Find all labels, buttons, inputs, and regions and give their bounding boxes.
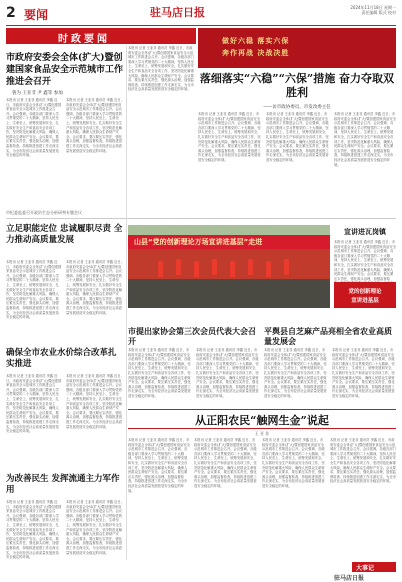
photo-performer — [248, 259, 253, 275]
article-5-headline[interactable]: 市提出家协会第三次会员代表大会召开 — [128, 326, 256, 346]
article-8-body-col-3: 本报讯 记者 王亚非 通讯员 李鑫 近日，市政府安委会全体(扩大)暨创建国家食品安全示范城市工作推进会召开。会议强调，各级各部门要深入学习贯彻党的二十大精神，坚持人民至上、生命至上，统筹发展和安全，扎实做好安全生产和食品安全各项工作，坚决防范化解重大风险，确保人民群众生命财产安全。会议要求，要压紧压实责任，强化源头治理，加强监督检查，持续推进创建工作走深走实，为全市经济社会高质量发展营造安全稳定的环境。 — [262, 438, 325, 488]
header-rule — [6, 25, 396, 26]
article-2-body-col-1: 本报讯 记者 王亚非 通讯员 李鑫 近日，市政府安委会全体(扩大)暨创建国家食品安全示范城市工作推进会召开。会议强调，各级各部门要深入学习贯彻党的二十大精神，坚持人民至上、生命至上，统筹发展和安全，扎实做好安全生产和食品安全各项工作，坚决防范化解重大风险，确保人民群众生命财产安全。会议要求，要压紧压实责任，强化源头治理，加强监督检查，持续推进创建工作走深走实，为全市经济社会高质量发展营造安全稳定的环境。 — [198, 112, 261, 162]
header-editors: 责任编辑 版式 校对 — [361, 10, 396, 15]
footer-badge-text: 大事记 — [356, 565, 375, 572]
article-1-body-col-3: 本报讯 记者 王亚非 通讯员 李鑫 近日，市政府安委会全体(扩大)暨创建国家食品安全示范城市工作推进会召开。会议强调，各级各部门要深入学习贯彻党的二十大精神，坚持人民至上、生命至上，统筹发展和安全，扎实做好安全生产和食品安全各项工作，坚决防范化解重大风险，确保人民群众生命财产安全。会议要求，要压紧压实责任，强化源头治理，加强监督检查，持续推进创建工作走深走实，为全市经济社会高质量发展营造安全稳定的环境。 — [128, 46, 194, 92]
article-1-body-col-1: 本报讯 记者 王亚非 通讯员 李鑫 近日，市政府安委会全体(扩大)暨创建国家食品安全示范城市工作推进会召开。会议强调，各级各部门要深入学习贯彻党的二十大精神，坚持人民至上、生命至上，统筹发展和安全，扎实做好安全生产和食品安全各项工作，坚决防范化解重大风险，确保人民群众生命财产安全。会议要求，要压紧压实责任，强化源头治理，加强监督检查，持续推进创建工作走深走实，为全市经济社会高质量发展营造安全稳定的环境。 — [6, 98, 62, 158]
masthead: 驻马店日报 — [150, 6, 205, 19]
article-3-kicker: 市纪委监委召开政治生态分析研判专题会议 — [6, 210, 82, 215]
article-8-body-col-1: 本报讯 记者 王亚非 通讯员 李鑫 近日，市政府安委会全体(扩大)暨创建国家食品安全示范城市工作推进会召开。会议强调，各级各部门要深入学习贯彻党的二十大精神，坚持人民至上、生命至上，统筹发展和安全，扎实做好安全生产和食品安全各项工作，坚决防范化解重大风险，确保人民群众生命财产安全。会议要求，要压紧压实责任，强化源头治理，加强监督检查，持续推进创建工作走深走实，为全市经济社会高质量发展营造安全稳定的环境。 — [128, 438, 190, 493]
article-2-body-col-2: 本报讯 记者 王亚非 通讯员 李鑫 近日，市政府安委会全体(扩大)暨创建国家食品安全示范城市工作推进会召开。会议强调，各级各部门要深入学习贯彻党的二十大精神，坚持人民至上、生命至上，统筹发展和安全，扎实做好安全生产和食品安全各项工作，坚决防范化解重大风险，确保人民群众生命财产安全。会议要求，要压紧压实责任，强化源头治理，加强监督检查，持续推进创建工作走深走实，为全市经济社会高质量发展营造安全稳定的环境。 — [266, 112, 329, 162]
article-3-headline[interactable]: 立足职能定位 忠诚履职尽责 全力推动高质量发展 — [6, 224, 123, 245]
promo-line-2: 奔作再战 决战决胜 — [222, 49, 290, 57]
header-meta — [350, 5, 396, 15]
sidebar-title[interactable]: 宣讲进瓦岗镇 — [344, 228, 386, 236]
article-4-body-col-1: 本报讯 记者 王亚非 通讯员 李鑫 近日，市政府安委会全体(扩大)暨创建国家食品安全示范城市工作推进会召开。会议强调，各级各部门要深入学习贯彻党的二十大精神，坚持人民至上、生命至上，统筹发展和安全，扎实做好安全生产和食品安全各项工作，坚决防范化解重大风险，确保人民群众生命财产安全。会议要求，要压紧压实责任，强化源头治理，加强监督检查，持续推进创建工作走深走实，为全市经济社会高质量发展营造安全稳定的环境。 — [6, 374, 62, 434]
photo-banner-text: 山县“党的创新理论万场宣讲进基层”走进 — [134, 238, 263, 246]
article-8-body-col-2: 本报讯 记者 王亚非 通讯员 李鑫 近日，市政府安委会全体(扩大)暨创建国家食品安全示范城市工作推进会召开。会议强调，各级各部门要深入学习贯彻党的二十大精神，坚持人民至上、生命至上，统筹发展和安全，扎实做好安全生产和食品安全各项工作，坚决防范化解重大风险，确保人民群众生命财产安全。会议要求，要压紧压实责任，强化源头治理，加强监督检查，持续推进创建工作走深走实，为全市经济社会高质量发展营造安全稳定的环境。 — [194, 438, 257, 488]
news-photo — [128, 225, 330, 308]
article-1-headline[interactable]: 市政府安委会全体(扩大)暨创建国家食品安全示范城市工作推进会召开 — [6, 53, 124, 87]
article-2-headline[interactable]: 落细落实“六稳”“六保”措施 奋力夺取双胜利 — [199, 72, 395, 99]
section-name: 要闻 — [24, 8, 49, 22]
footer-badge — [352, 562, 396, 572]
page-footer — [0, 562, 402, 582]
sidebar-box-line-2: 宣讲进基层 — [351, 298, 379, 304]
footer-brand: 驻马店日报 — [334, 575, 365, 582]
article-2-body-col-3: 本报讯 记者 王亚非 通讯员 李鑫 近日，市政府安委会全体(扩大)暨创建国家食品安全示范城市工作推进会召开。会议强调，各级各部门要深入学习贯彻党的二十大精神，坚持人民至上、生命至上，统筹发展和安全，扎实做好安全生产和食品安全各项工作，坚决防范化解重大风险，确保人民群众生命财产安全。会议要求，要压紧压实责任，强化源头治理，加强监督检查，持续推进创建工作走深走实，为全市经济社会高质量发展营造安全稳定的环境。 — [334, 112, 396, 167]
article-6-headline[interactable]: 平舆县自芝麻产品亮相全省农业高质量发展会 — [264, 326, 392, 346]
sidebar-box-line-1: 党的创新理论 — [348, 289, 382, 295]
article-4-headline[interactable]: 确保全市农业水价综合改革扎实推进 — [6, 348, 117, 369]
banner-label: 时政要闻 — [58, 34, 110, 45]
article-3-body-col-2: 本报讯 记者 王亚非 通讯员 李鑫 近日，市政府安委会全体(扩大)暨创建国家食品安全示范城市工作推进会召开。会议强调，各级各部门要深入学习贯彻党的二十大精神，坚持人民至上、生命至上，统筹发展和安全，扎实做好安全生产和食品安全各项工作，坚决防范化解重大风险，确保人民群众生命财产安全。会议要求，要压紧压实责任，强化源头治理，加强监督检查，持续推进创建工作走深走实，为全市经济社会高质量发展营造安全稳定的环境。 — [66, 260, 124, 315]
article-1-subhead: 鲁为 王亚非 尹 鑫等 参加 — [12, 91, 63, 96]
divider — [6, 218, 396, 219]
page-number: 2 — [6, 5, 16, 21]
article-1-body-col-2: 本报讯 记者 王亚非 通讯员 李鑫 近日，市政府安委会全体(扩大)暨创建国家食品安全示范城市工作推进会召开。会议强调，各级各部门要深入学习贯彻党的二十大精神，坚持人民至上、生命至上，统筹发展和安全，扎实做好安全生产和食品安全各项工作，坚决防范化解重大风险，确保人民群众生命财产安全。会议要求，要压紧压实责任，强化源头治理，加强监督检查，持续推进创建工作走深走实，为全市经济社会高质量发展营造安全稳定的环境。 — [66, 98, 124, 153]
section-banner — [6, 28, 196, 44]
photo-performer — [284, 259, 289, 275]
article-7-body-col-1: 本报讯 记者 王亚非 通讯员 李鑫 近日，市政府安委会全体(扩大)暨创建国家食品安全示范城市工作推进会召开。会议强调，各级各部门要深入学习贯彻党的二十大精神，坚持人民至上、生命至上，统筹发展和安全，扎实做好安全生产和食品安全各项工作，坚决防范化解重大风险，确保人民群众生命财产安全。会议要求，要压紧压实责任，强化源头治理，加强监督检查，持续推进创建工作走深走实，为全市经济社会高质量发展营造安全稳定的环境。 — [6, 500, 62, 560]
article-6-body-col-1: 本报讯 记者 王亚非 通讯员 李鑫 近日，市政府安委会全体(扩大)暨创建国家食品安全示范城市工作推进会召开。会议强调，各级各部门要深入学习贯彻党的二十大精神，坚持人民至上、生命至上，统筹发展和安全，扎实做好安全生产和食品安全各项工作，坚决防范化解重大风险，确保人民群众生命财产安全。会议要求，要压紧压实责任，强化源头治理，加强监督检查，持续推进创建工作走深走实，为全市经济社会高质量发展营造安全稳定的环境。 — [264, 348, 327, 398]
sidebar-box — [334, 282, 396, 308]
article-5-body-col-1: 本报讯 记者 王亚非 通讯员 李鑫 近日，市政府安委会全体(扩大)暨创建国家食品安全示范城市工作推进会召开。会议强调，各级各部门要深入学习贯彻党的二十大精神，坚持人民至上、生命至上，统筹发展和安全，扎实做好安全生产和食品安全各项工作，坚决防范化解重大风险，确保人民群众生命财产安全。会议要求，要压紧压实责任，强化源头治理，加强监督检查，持续推进创建工作走深走实，为全市经济社会高质量发展营造安全稳定的环境。 — [128, 348, 191, 398]
article-8-headline[interactable]: 从正阳农民“触网生金”说起 — [195, 414, 329, 427]
article-8-body-col-4: 本报讯 记者 王亚非 通讯员 李鑫 近日，市政府安委会全体(扩大)暨创建国家食品安全示范城市工作推进会召开。会议强调，各级各部门要深入学习贯彻党的二十大精神，坚持人民至上、生命至上，统筹发展和安全，扎实做好安全生产和食品安全各项工作，坚决防范化解重大风险，确保人民群众生命财产安全。会议要求，要压紧压实责任，强化源头治理，加强监督检查，持续推进创建工作走深走实，为全市经济社会高质量发展营造安全稳定的环境。 — [330, 438, 396, 484]
page-header — [0, 0, 402, 28]
photo-performer — [230, 261, 235, 277]
article-5-body-col-2: 本报讯 记者 王亚非 通讯员 李鑫 近日，市政府安委会全体(扩大)暨创建国家食品安全示范城市工作推进会召开。会议强调，各级各部门要深入学习贯彻党的二十大精神，坚持人民至上、生命至上，统筹发展和安全，扎实做好安全生产和食品安全各项工作，坚决防范化解重大风险，确保人民群众生命财产安全。会议要求，要压紧压实责任，强化源头治理，加强监督检查，持续推进创建工作走深走实，为全市经济社会高质量发展营造安全稳定的环境。 — [196, 348, 259, 398]
photo-stage — [128, 249, 330, 279]
article-6-body-col-2: 本报讯 记者 王亚非 通讯员 李鑫 近日，市政府安委会全体(扩大)暨创建国家食品安全示范城市工作推进会召开。会议强调，各级各部门要深入学习贯彻党的二十大精神，坚持人民至上、生命至上，统筹发展和安全，扎实做好安全生产和食品安全各项工作，坚决防范化解重大风险，确保人民群众生命财产安全。会议要求，要压紧压实责任，强化源头治理，加强监督检查，持续推进创建工作走深走实，为全市经济社会高质量发展营造安全稳定的环境。 — [332, 348, 395, 398]
header-date: 2024年11月18日 星期一 — [350, 5, 396, 10]
photo-performer — [266, 261, 271, 277]
photo-crowd — [128, 279, 330, 308]
article-4-body-col-2: 本报讯 记者 王亚非 通讯员 李鑫 近日，市政府安委会全体(扩大)暨创建国家食品安全示范城市工作推进会召开。会议强调，各级各部门要深入学习贯彻党的二十大精神，坚持人民至上、生命至上，统筹发展和安全，扎实做好安全生产和食品安全各项工作，坚决防范化解重大风险，确保人民群众生命财产安全。会议要求，要压紧压实责任，强化源头治理，加强监督检查，持续推进创建工作走深走实，为全市经济社会高质量发展营造安全稳定的环境。 — [66, 374, 124, 429]
article-3-body-col-1: 本报讯 记者 王亚非 通讯员 李鑫 近日，市政府安委会全体(扩大)暨创建国家食品安全示范城市工作推进会召开。会议强调，各级各部门要深入学习贯彻党的二十大精神，坚持人民至上、生命至上，统筹发展和安全，扎实做好安全生产和食品安全各项工作，坚决防范化解重大风险，确保人民群众生命财产安全。会议要求，要压紧压实责任，强化源头治理，加强监督检查，持续推进创建工作走深走实，为全市经济社会高质量发展营造安全稳定的环境。 — [6, 260, 62, 320]
promo-block — [198, 28, 396, 68]
article-7-headline[interactable]: 为改善民生 发挥流通主力军作用 — [6, 474, 120, 495]
photo-performer — [176, 259, 181, 275]
promo-line-1: 做好六稳 落实六保 — [222, 37, 290, 45]
sidebar-body: 本报讯 记者 王亚非 通讯员 李鑫 近日，市政府安委会全体(扩大)暨创建国家食品安全示范城市工作推进会召开。会议强调，各级各部门要深入学习贯彻党的二十大精神，坚持人民至上、生命至上，统筹发展和安全，扎实做好安全生产和食品安全各项工作，坚决防范化解重大风险，确保人民群众生命财产安全。会议要求，要压紧压实责任，强化源头治理，加强监督检 — [334, 240, 396, 281]
photo-performer — [212, 259, 217, 275]
photo-performer — [194, 261, 199, 277]
column-divider — [126, 46, 127, 560]
article-7-body-col-2: 本报讯 记者 王亚非 通讯员 李鑫 近日，市政府安委会全体(扩大)暨创建国家食品安全示范城市工作推进会召开。会议强调，各级各部门要深入学习贯彻党的二十大精神，坚持人民至上、生命至上，统筹发展和安全，扎实做好安全生产和食品安全各项工作，坚决防范化解重大风险，确保人民群众生命财产安全。会议要求，要压紧压实责任，强化源头治理，加强监督检查，持续推进创建工作走深走实，为全市经济社会高质量发展营造安全稳定的环境。 — [66, 500, 124, 555]
photo-banner — [128, 235, 330, 249]
article-2-subhead: ——访市政协委员、市发改委主任 — [263, 105, 331, 110]
article-8-byline: 王 亚 非 — [254, 431, 270, 436]
photo-performer — [158, 261, 163, 277]
